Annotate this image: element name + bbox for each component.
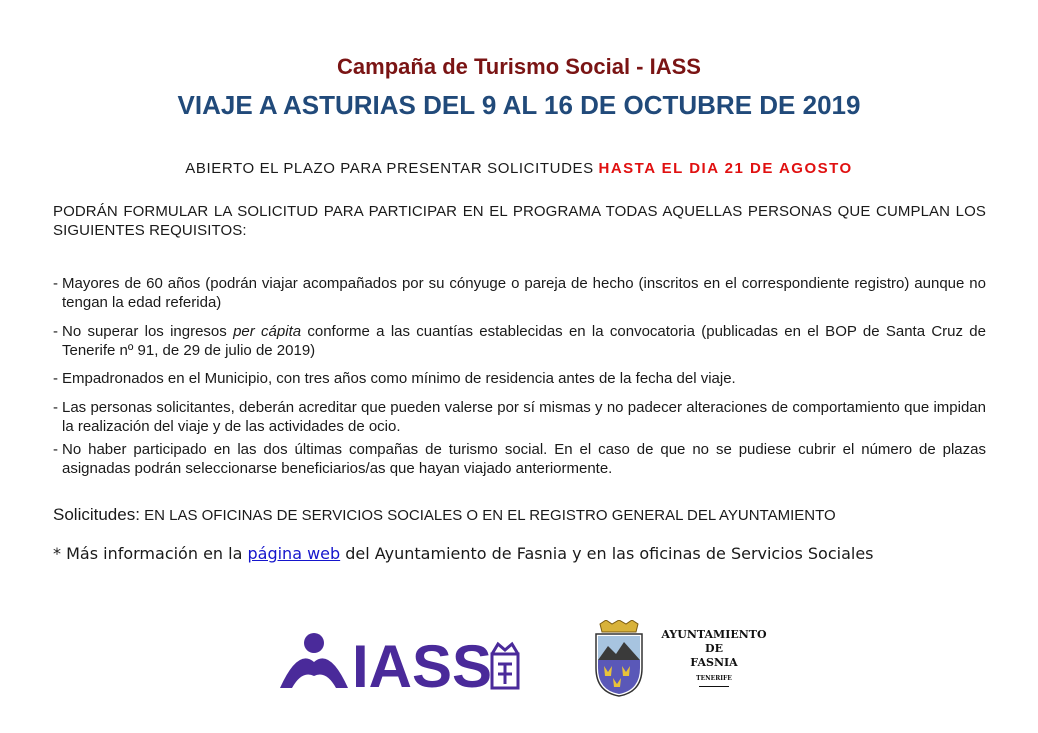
ayuntamiento-label [654, 628, 774, 687]
people-icon [280, 633, 348, 688]
solicitudes-label: Solicitudes: [53, 505, 140, 524]
bullet-dash: - [53, 399, 58, 416]
ayto-small: TENERIFE [696, 675, 732, 682]
info-pre: * Más información en la [53, 544, 248, 563]
intro-paragraph: PODRÁN FORMULAR LA SOLICITUD PARA PARTICIPAR EN EL PROGRAMA TODAS AQUELLAS PERSONAS QUE CUMPLAN LOS SIGUIENTES REQUISITOS: [53, 203, 986, 239]
web-page-link[interactable]: página web [247, 544, 341, 563]
requirement-item [53, 274, 986, 312]
ayto-rule [699, 686, 729, 687]
info-post: del Ayuntamiento de Fasnia y en las oficinas de Servicios Sociales [340, 544, 874, 563]
deadline-line [0, 160, 1038, 177]
solicitudes-line [53, 505, 986, 525]
solicitudes-text: EN LAS OFICINAS DE SERVICIOS SOCIALES O EN EL REGISTRO GENERAL DEL AYUNTAMIENTO [139, 507, 836, 524]
requirement-text-pre: No superar los ingresos [62, 323, 234, 340]
trip-title: VIAJE A ASTURIAS DEL 9 AL 16 DE OCTUBRE DE 2019 [177, 90, 861, 120]
deadline-text: ABIERTO EL PLAZO PARA PRESENTAR SOLICITUDES [185, 160, 594, 177]
requirement-text: Empadronados en el Municipio, con tres años como mínimo de residencia antes de la fecha del viaje. [62, 370, 736, 387]
ayto-line2: DE [705, 642, 723, 655]
deadline-highlight: HASTA EL DIA 21 DE AGOSTO [598, 160, 853, 177]
cabildo-crown-icon [492, 644, 518, 688]
requirement-text: Las personas solicitantes, deberán acreditar que pueden valerse por sí mismas y no padecer alteraciones de comportamiento que impidan la realización del viaje y de las actividades de ocio. [62, 399, 986, 435]
iass-logo [276, 630, 524, 692]
requirement-text: Mayores de 60 años (podrán viajar acompañados por su cónyuge o pareja de hecho (inscritos en el correspondiente registro) aunque no tengan la edad referida) [62, 275, 986, 311]
requirement-text: No haber participado en las dos últimas compañas de turismo social. En el caso de que no se pudiese cubrir el número de plazas asignadas podrán seleccionarse beneficiarios/as que hayan viajado anteriormente. [62, 441, 986, 477]
requirement-text-post: conforme a las cuantías establecidas en la convocatoria (publicadas en el BOP de Santa Cruz de Tenerife nº 91, de 29 de julio de 2019) [62, 323, 986, 359]
fasnia-coat-of-arms-icon [592, 620, 646, 698]
requirement-text-italic: per cápita [233, 323, 302, 340]
campaign-title: Campaña de Turismo Social - IASS [337, 54, 701, 79]
bullet-dash: - [53, 275, 58, 292]
requirement-item [53, 369, 986, 388]
bullet-dash: - [53, 370, 58, 387]
bullet-dash: - [53, 323, 58, 340]
requirement-item [53, 440, 986, 478]
bullet-dash: - [53, 441, 58, 458]
info-line [53, 544, 986, 563]
ayto-line3: FASNIA [690, 656, 738, 669]
requirement-item [53, 398, 986, 436]
requirement-item [53, 322, 986, 360]
ayto-line1: AYUNTAMIENTO [661, 628, 767, 641]
iass-text: IASS [352, 633, 493, 692]
